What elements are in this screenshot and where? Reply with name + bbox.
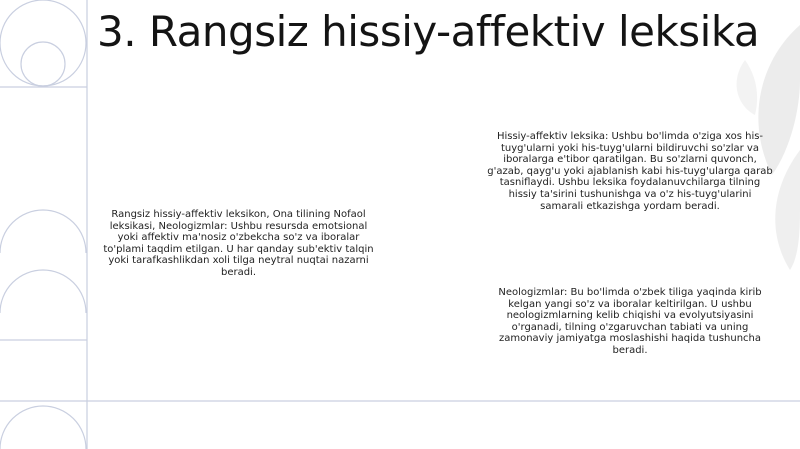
page-title: 3. Rangsiz hissiy-affektiv leksika	[97, 7, 760, 56]
text-block-bottom-right: Neologizmlar: Bu bo'limda o'zbek tiliga yaqinda kirib kelgan yangi so'z va iboralar keltirilgan. U ushbu neologizmlarning kelib chiqishi va evolyutsiyasini o'rganadi, tilning o'zgaruvchan tabiati va uning zamonaviy jamiyatga moslashishi haqida tushuncha beradi.	[498, 287, 762, 356]
lower-arch	[0, 270, 86, 313]
middle-arch	[0, 210, 86, 253]
text-block-top-right: Hissiy-affektiv leksika: Ushbu bo'limda o'ziga xos his-tuyg'ularni yoki his-tuyg'ularni bildiruvchi so'zlar va iboralarga e'tibor qaratilgan. Bu so'zlarni quvonch, g'azab, qayg'u yoki ajablanish kabi his-tuyg'ularga qarab tasniflaydi. Ushbu leksika foydalanuvchilarga tilning hissiy ta'sirini tushunishga va o'z his-tuyg'ularini samarali etkazishga yordam beradi.	[487, 131, 773, 212]
small-circle	[21, 42, 65, 86]
top-circle	[0, 0, 86, 86]
text-block-left: Rangsiz hissiy-affektiv leksikon, Ona tilining Nofaol leksikasi, Neologizmlar: Ushbu resursda emotsional yoki affektiv ma'nosiz o'zbekcha so'z va iboralar to'plami taqdim etilgan. U har qanday sub'ektiv talqin yoki tarafkashlikdan xoli tilga neytral nuqtai nazarni beradi.	[103, 209, 374, 278]
bottom-arch	[0, 406, 86, 449]
